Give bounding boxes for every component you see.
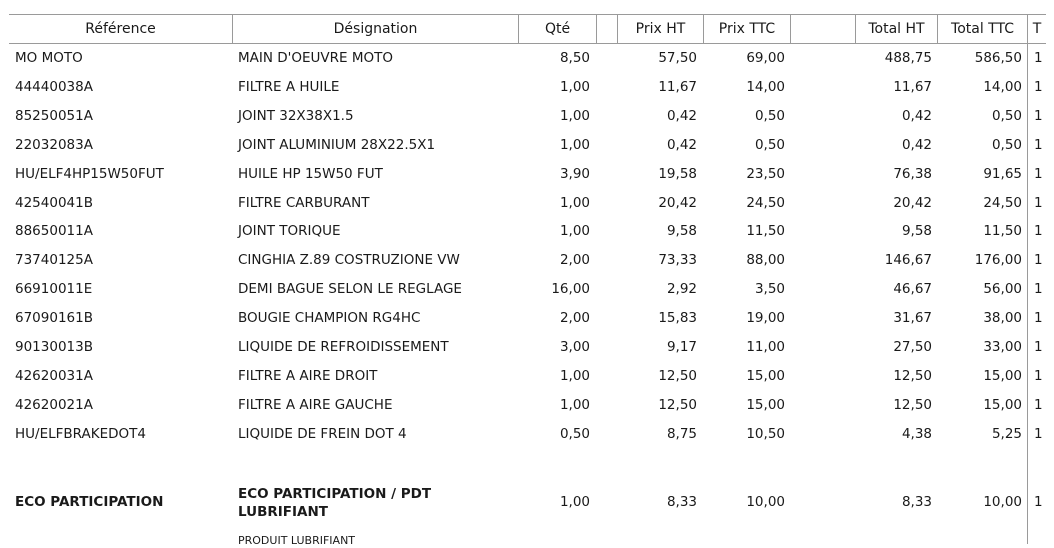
cell-prix-ht: 9,58 (666, 223, 697, 240)
cell-total-ht: 0,42 (901, 107, 932, 124)
cell-prix-ttc: 14,00 (746, 78, 785, 95)
cell-prix-ttc: 69,00 (746, 50, 785, 66)
cell-total-ttc: 15,00 (983, 396, 1022, 413)
table-row[interactable] (9, 160, 1046, 189)
header-blank-2[interactable] (790, 15, 855, 43)
cell-designation: JOINT ALUMINIUM 28X22.5X1 (238, 136, 436, 153)
cell-t: 1 (1034, 50, 1043, 66)
table-row-eco[interactable] (9, 482, 1046, 526)
header-total-ht[interactable]: Total HT (855, 15, 937, 43)
cell-designation-line2: LUBRIFIANT (238, 504, 328, 520)
cell-total-ttc: 0,50 (991, 107, 1022, 124)
cell-total-ht: 0,42 (901, 136, 932, 153)
cell-qty: 1,00 (559, 396, 590, 413)
cell-qty: 1,00 (559, 194, 590, 211)
cell-designation: PRODUIT LUBRIFIANT (238, 534, 356, 547)
table-row[interactable] (9, 217, 1046, 246)
cell-reference: 44440038A (15, 78, 93, 95)
cell-designation: JOINT TORIQUE (238, 223, 341, 240)
cell-prix-ht: 57,50 (658, 50, 697, 66)
cell-prix-ttc: 0,50 (754, 136, 785, 153)
cell-reference: 42540041B (15, 194, 93, 211)
cell-designation: HUILE HP 15W50 FUT (238, 165, 383, 182)
cell-prix-ht: 19,58 (658, 165, 697, 182)
grid-header (9, 14, 1046, 44)
cell-designation: DEMI BAGUE SELON LE REGLAGE (238, 281, 462, 298)
cell-qty: 1,00 (559, 494, 590, 510)
table-row[interactable] (9, 420, 1046, 449)
cell-total-ht: 11,67 (893, 78, 932, 95)
cell-total-ttc: 91,65 (983, 165, 1022, 182)
cell-total-ttc: 24,50 (983, 194, 1022, 211)
cell-total-ttc: 11,50 (983, 223, 1022, 240)
table-row[interactable] (9, 362, 1046, 391)
cell-total-ht: 12,50 (893, 396, 932, 413)
cell-prix-ht: 12,50 (658, 367, 697, 384)
cell-qty: 3,00 (559, 339, 590, 355)
cell-designation: FILTRE A HUILE (238, 78, 340, 95)
cell-prix-ttc: 11,00 (746, 339, 785, 355)
cell-total-ttc: 33,00 (983, 339, 1022, 355)
cell-total-ttc: 38,00 (983, 310, 1022, 327)
cell-total-ttc: 15,00 (983, 367, 1022, 384)
header-prix-ttc[interactable]: Prix TTC (703, 15, 790, 43)
cell-designation-line1: ECO PARTICIPATION / PDT (238, 486, 432, 502)
cell-designation: LIQUIDE DE REFROIDISSEMENT (238, 339, 449, 355)
cell-total-ht: 31,67 (893, 310, 932, 327)
cell-designation: LIQUIDE DE FREIN DOT 4 (238, 425, 407, 442)
cell-prix-ht: 11,67 (658, 78, 697, 95)
cell-total-ht: 9,58 (901, 223, 932, 240)
cell-prix-ttc: 15,00 (746, 367, 785, 384)
cell-reference: 66910011E (15, 281, 93, 298)
cell-prix-ttc: 24,50 (746, 194, 785, 211)
table-row[interactable] (9, 246, 1046, 275)
cell-prix-ttc: 10,00 (746, 494, 785, 510)
cell-total-ttc: 0,50 (991, 136, 1022, 153)
cell-designation: FILTRE CARBURANT (238, 194, 370, 211)
cell-prix-ttc: 10,50 (746, 425, 785, 442)
cell-t: 1 (1034, 223, 1043, 240)
cell-reference: 88650011A (15, 223, 93, 240)
cell-t: 1 (1034, 339, 1043, 355)
cell-prix-ht: 12,50 (658, 396, 697, 413)
cell-designation: CINGHIA Z.89 COSTRUZIONE VW (238, 252, 460, 269)
cell-t: 1 (1034, 281, 1043, 298)
cell-reference: 42620031A (15, 367, 93, 384)
cell-reference: 67090161B (15, 310, 93, 327)
table-row[interactable] (9, 73, 1046, 102)
cell-prix-ht: 0,42 (666, 136, 697, 153)
cell-reference: HU/ELFBRAKEDOT4 (15, 425, 146, 442)
cell-total-ht: 8,33 (901, 494, 932, 510)
table-row[interactable] (9, 102, 1046, 131)
cell-prix-ht: 9,17 (666, 339, 697, 355)
header-designation[interactable]: Désignation (232, 15, 518, 43)
cell-reference: 22032083A (15, 136, 93, 153)
cell-t: 1 (1034, 367, 1043, 384)
cell-prix-ttc: 88,00 (746, 252, 785, 269)
cell-prix-ttc: 0,50 (754, 107, 785, 124)
cell-total-ttc: 56,00 (983, 281, 1022, 298)
cell-total-ht: 46,67 (893, 281, 932, 298)
cell-reference: 42620021A (15, 396, 93, 413)
cell-reference: ECO PARTICIPATION (15, 494, 164, 510)
cell-prix-ttc: 23,50 (746, 165, 785, 182)
cell-total-ht: 76,38 (893, 165, 932, 182)
cell-designation: JOINT 32X38X1.5 (238, 107, 354, 124)
cell-total-ttc: 586,50 (974, 50, 1022, 66)
cell-total-ttc: 176,00 (974, 252, 1022, 269)
cell-t: 1 (1034, 107, 1043, 124)
cell-prix-ttc: 15,00 (746, 396, 785, 413)
cell-qty: 0,50 (559, 425, 590, 442)
cell-designation: BOUGIE CHAMPION RG4HC (238, 310, 421, 327)
cell-prix-ht: 8,33 (666, 494, 697, 510)
cell-reference: 90130013B (15, 339, 93, 355)
cell-t: 1 (1034, 494, 1043, 510)
cell-prix-ht: 2,92 (666, 281, 697, 298)
cell-prix-ttc: 19,00 (746, 310, 785, 327)
cell-reference: 85250051A (15, 107, 93, 124)
cell-prix-ttc: 3,50 (754, 281, 785, 298)
header-blank-1[interactable] (596, 15, 617, 43)
cell-prix-ht: 20,42 (658, 194, 697, 211)
cell-qty: 16,00 (551, 281, 590, 298)
table-row[interactable] (9, 391, 1046, 420)
cell-designation: FILTRE A AIRE GAUCHE (238, 396, 393, 413)
cell-qty: 1,00 (559, 78, 590, 95)
cell-qty: 1,00 (559, 136, 590, 153)
cell-qty: 1,00 (559, 107, 590, 124)
cell-qty: 2,00 (559, 310, 590, 327)
cell-qty: 2,00 (559, 252, 590, 269)
header-total-ttc[interactable]: Total TTC (937, 15, 1027, 43)
table-row-partial[interactable] (9, 534, 1046, 548)
cell-total-ht: 20,42 (893, 194, 932, 211)
cell-prix-ht: 15,83 (658, 310, 697, 327)
header-prix-ht[interactable]: Prix HT (617, 15, 703, 43)
header-t[interactable]: T (1027, 15, 1046, 43)
table-row[interactable] (9, 189, 1046, 218)
cell-t: 1 (1034, 396, 1043, 413)
cell-qty: 1,00 (559, 223, 590, 240)
table-row[interactable] (9, 275, 1046, 304)
cell-t: 1 (1034, 78, 1043, 95)
cell-total-ht: 488,75 (884, 50, 932, 66)
header-reference[interactable]: Référence (85, 21, 156, 37)
cell-designation: FILTRE A AIRE DROIT (238, 367, 378, 384)
cell-total-ttc: 10,00 (983, 494, 1022, 510)
cell-t: 1 (1034, 136, 1043, 153)
cell-reference: 73740125A (15, 252, 93, 269)
table-row[interactable] (9, 304, 1046, 333)
cell-reference: MO MOTO (15, 50, 83, 66)
cell-prix-ht: 73,33 (658, 252, 697, 269)
cell-qty: 8,50 (559, 50, 590, 66)
cell-qty: 3,90 (559, 165, 590, 182)
cell-prix-ht: 0,42 (666, 107, 697, 124)
cell-t: 1 (1034, 194, 1043, 211)
cell-t: 1 (1034, 252, 1043, 269)
header-qty[interactable]: Qté (518, 15, 596, 43)
cell-designation: MAIN D'OEUVRE MOTO (238, 50, 393, 66)
cell-prix-ht: 8,75 (666, 425, 697, 442)
cell-t: 1 (1034, 425, 1043, 442)
cell-total-ttc: 5,25 (991, 425, 1022, 442)
table-row[interactable] (9, 44, 1046, 73)
cell-total-ht: 12,50 (893, 367, 932, 384)
cell-t: 1 (1034, 310, 1043, 327)
cell-total-ht: 146,67 (884, 252, 932, 269)
cell-qty: 1,00 (559, 367, 590, 384)
cell-total-ttc: 14,00 (983, 78, 1022, 95)
table-row[interactable] (9, 131, 1046, 160)
cell-total-ht: 4,38 (901, 425, 932, 442)
cell-prix-ttc: 11,50 (746, 223, 785, 240)
table-row[interactable] (9, 333, 1046, 362)
cell-reference: HU/ELF4HP15W50FUT (15, 165, 164, 182)
cell-t: 1 (1034, 165, 1043, 182)
cell-total-ht: 27,50 (893, 339, 932, 355)
